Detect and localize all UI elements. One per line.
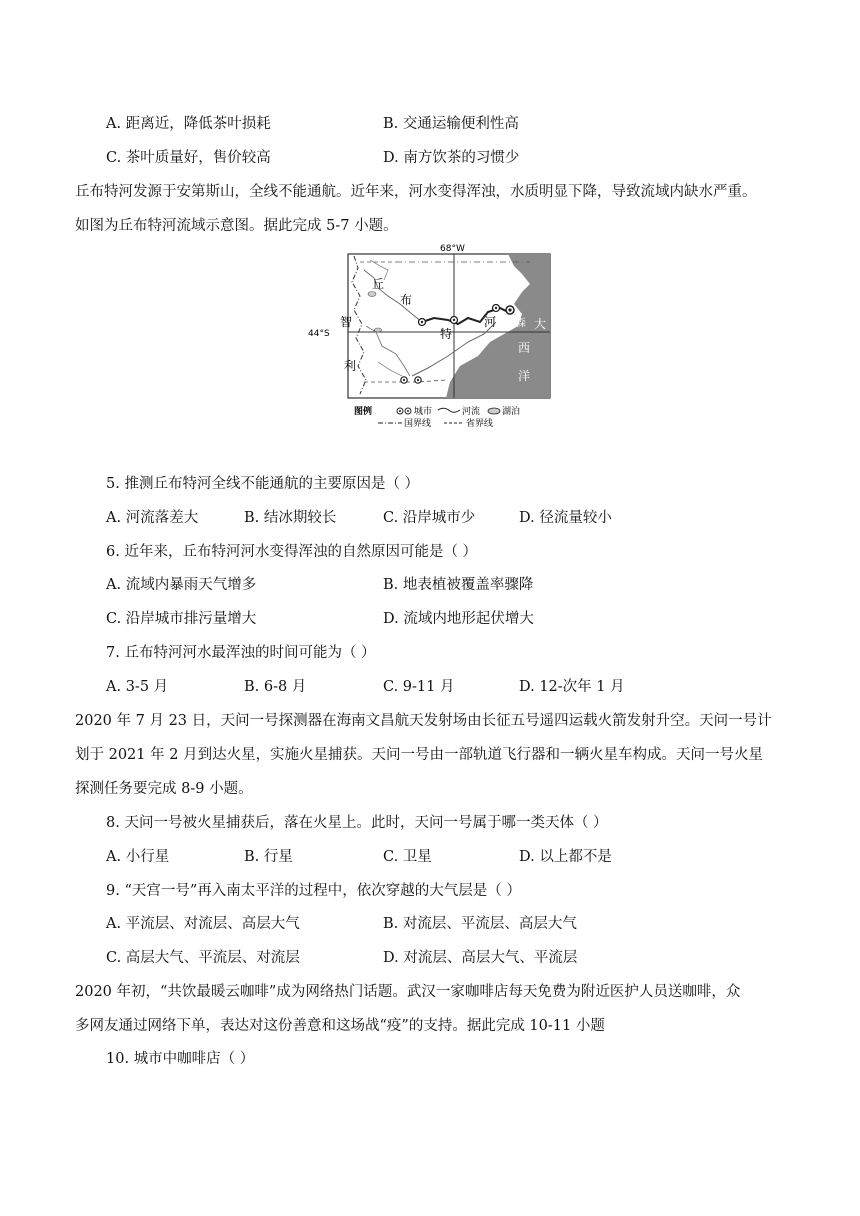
- q5-option-c: C. 沿岸城市少: [383, 510, 476, 526]
- legend-national-border: 国界线: [404, 419, 432, 428]
- q9-option-d: D. 对流层、高层大气、平流层: [383, 950, 578, 966]
- legend-city: 城市: [414, 407, 433, 417]
- q4-option-c: C. 茶叶质量好，售价较高: [106, 150, 271, 166]
- legend-title: 图例: [354, 407, 373, 417]
- legend-river: 河流: [462, 407, 481, 417]
- map-label-xi: 西: [518, 341, 531, 355]
- q4-option-d: D. 南方饮茶的习惯少: [383, 150, 520, 166]
- map-label-he: 河: [484, 315, 497, 329]
- q9-option-a: A. 平流层、对流层、高层大气: [106, 916, 300, 932]
- intro-10-11-line1: 2020 年初，“共饮最暖云咖啡”成为网络热门话题。武汉一家咖啡店每天免费为附近医护人员送咖啡，众: [75, 984, 741, 1000]
- q5-option-b: B. 结冰期较长: [244, 510, 337, 526]
- q6-option-a: A. 流域内暴雨天气增多: [106, 577, 257, 593]
- q5-option-d: D. 径流量较小: [519, 510, 612, 526]
- map-label-li: 利: [344, 359, 357, 373]
- map-label-da: 大: [534, 317, 547, 331]
- q6-stem: 6. 近年来，丘布特河河水变得浑浊的自然原因可能是（ ）: [106, 544, 478, 560]
- q9-option-c: C. 高层大气、平流层、对流层: [106, 950, 300, 966]
- q7-stem: 7. 丘布特河河水最浑浊的时间可能为（ ）: [106, 645, 376, 661]
- q9-stem: 9. “天宫一号”再入南太平洋的过程中，依次穿越的大气层是（ ）: [106, 883, 521, 899]
- q5-option-a: A. 河流落差大: [106, 510, 199, 526]
- q7-option-b: B. 6-8 月: [244, 679, 307, 695]
- q6-option-d: D. 流域内地形起伏增大: [383, 611, 534, 627]
- legend-lake: 湖泊: [502, 407, 521, 417]
- intro-8-9-line1: 2020 年 7 月 23 日，天问一号探测器在海南文昌航天发射场由长征五号遥四运载火箭发射升空。天问一号计: [75, 713, 772, 729]
- q6-option-b: B. 地表植被覆盖率骤降: [383, 577, 534, 593]
- latitude-label: 44°S: [308, 329, 330, 339]
- q5-stem: 5. 推测丘布特河全线不能通航的主要原因是（ ）: [106, 476, 420, 492]
- intro-10-11-line2: 多网友通过网络下单，表达对这份善意和这场战“疫”的支持。据此完成 10-11 小题: [75, 1018, 605, 1034]
- map-label-rawson: 罗森: [504, 316, 526, 329]
- map-label-yang: 洋: [518, 369, 531, 383]
- q7-option-d: D. 12-次年 1 月: [519, 679, 625, 695]
- intro-8-9-line2: 划于 2021 年 2 月到达火星，实施火星捕获。天问一号由一部轨道飞行器和一辆火星车构成。天问一号火星: [75, 747, 764, 763]
- intro-5-7-line1: 丘布特河发源于安第斯山，全线不能通航。近年来，河水变得浑浊，水质明显下降，导致流域内缺水严重。: [75, 184, 757, 200]
- chubut-river-map: [308, 242, 552, 428]
- q4-option-a: A. 距离近，降低茶叶损耗: [106, 116, 271, 132]
- map-label-qiu: 丘: [372, 277, 385, 291]
- q8-stem: 8. 天问一号被火星捕获后，落在火星上。此时，天问一号属于哪一类天体（ ）: [106, 815, 608, 831]
- q8-option-c: C. 卫星: [383, 849, 432, 865]
- intro-5-7-line2: 如图为丘布特河流域示意图。据此完成 5-7 小题。: [75, 218, 398, 234]
- q9-option-b: B. 对流层、平流层、高层大气: [383, 916, 577, 932]
- q8-option-a: A. 小行星: [106, 849, 170, 865]
- legend-province-border: 省界线: [466, 419, 494, 428]
- map-label-te: 特: [440, 327, 453, 341]
- q7-option-c: C. 9-11 月: [383, 679, 455, 695]
- map-label-bu: 布: [400, 293, 413, 307]
- longitude-label: 68°W: [440, 244, 465, 254]
- intro-8-9-line3: 探测任务要完成 8-9 小题。: [75, 781, 253, 797]
- map-label-zhi: 智: [340, 315, 353, 329]
- q7-option-a: A. 3-5 月: [106, 679, 169, 695]
- q10-stem: 10. 城市中咖啡店（ ）: [106, 1051, 255, 1067]
- q4-option-b: B. 交通运输便利性高: [383, 116, 519, 132]
- q6-option-c: C. 沿岸城市排污量增大: [106, 611, 257, 627]
- q8-option-d: D. 以上都不是: [519, 849, 612, 865]
- q8-option-b: B. 行星: [244, 849, 293, 865]
